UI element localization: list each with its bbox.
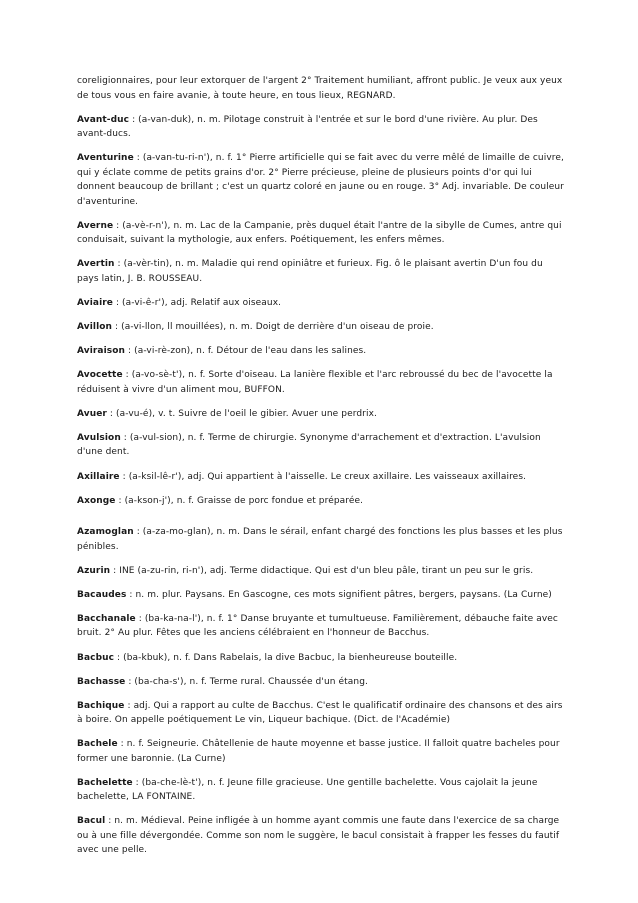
- entry-headword: Bacaudes: [77, 589, 127, 600]
- entry-headword: Avertin: [77, 259, 115, 270]
- entry-text: : (a-vi-ê-r'), adj. Relatif aux oiseaux.: [113, 297, 282, 308]
- entry-text: : (a-vè-r-n'), n. m. Lac de la Campanie, près duquel était l'antre de la sibylle de Cumes, antre qui conduisait, suivant la mythologie, aux enfers. Poétiquement, les enfers mêmes.: [77, 220, 562, 246]
- entry-headword: Azamoglan: [77, 527, 134, 538]
- entry-headword: Bachele: [77, 739, 118, 750]
- entry-azurin: [77, 564, 567, 579]
- entry-headword: Azurin: [77, 565, 111, 576]
- entry-headword: Bachasse: [77, 676, 126, 687]
- entry-headword: Axillaire: [77, 471, 120, 482]
- entry-bachele: [77, 737, 567, 766]
- entry-avant-duc: [77, 113, 567, 142]
- entry-bachique: [77, 699, 567, 728]
- entry-headword: Bacbuc: [77, 652, 115, 663]
- entry-text: : (ba-cha-s'), n. f. Terme rural. Chaussée d'un étang.: [125, 676, 368, 687]
- entry-azamoglan: [77, 525, 567, 554]
- entry-text: : (a-za-mo-glan), n. m. Dans le sérail, enfant chargé des fonctions les plus basses et les plus pénibles.: [77, 527, 563, 552]
- entry-headword: Bacchanale: [77, 613, 136, 624]
- entry-headword: Avocette: [77, 370, 123, 381]
- entry-bacaudes: [77, 588, 567, 603]
- dictionary-page: [77, 74, 567, 868]
- entry-text: : (ba-ka-na-l'), n. f. 1° Danse bruyante et tumultueuse. Familièrement, débauche faite avec bruit. 2° Au plur. Fêtes que les anciens célébraient en l'honneur de Bacchus.: [77, 613, 558, 639]
- entry-avuer: [77, 407, 567, 422]
- entry-text: : (a-vi-llon, ll mouillées), n. m. Doigt de derrière d'un oiseau de proie.: [112, 322, 434, 333]
- entry-headword: Bachelette: [77, 777, 133, 788]
- entry-text: : (a-vi-rè-zon), n. f. Détour de l'eau dans les salines.: [125, 346, 367, 357]
- entry-aviaire: [77, 296, 567, 311]
- entry-headword: Axonge: [77, 495, 116, 506]
- entry-headword: Avuer: [77, 408, 107, 419]
- entry-text: : (a-ksil-lê-r'), adj. Qui appartient à l'aisselle. Le creux axillaire. Les vaisseaux axillaires.: [119, 471, 527, 482]
- entry-bachelette: [77, 776, 567, 805]
- entry-bacul: [77, 814, 567, 858]
- entry-averne: [77, 219, 567, 248]
- entry-avillon: [77, 320, 567, 335]
- entry-text: : (ba-che-lè-t'), n. f. Jeune fille gracieuse. Une gentille bachelette. Vous cajolait la jeune bachelette, LA FONTAINE.: [77, 777, 538, 803]
- entry-avertin: [77, 257, 567, 286]
- entry-text: : (a-vul-sion), n. f. Terme de chirurgie. Synonyme d'arrachement et d'extraction. L'avulsion d'une dent.: [77, 432, 541, 458]
- entry-headword: Averne: [77, 220, 114, 231]
- entry-text: : (a-kson-j'), n. f. Graisse de porc fondue et préparée.: [115, 495, 364, 506]
- entry-bacchanale: [77, 612, 567, 641]
- entry-text: : adj. Qui a rapport au culte de Bacchus. C'est le qualificatif ordinaire des chansons et des airs à boire. On appelle poétiquement Le vin, Liqueur bachique. (Dict. de l'Académie): [77, 700, 563, 726]
- entry-headword: Avillon: [77, 322, 113, 333]
- entry-axillaire: [77, 470, 567, 485]
- entry-avulsion: [77, 431, 567, 460]
- entry-text: : n. m. plur. Paysans. En Gascogne, ces mots signifient pâtres, bergers, paysans. (La Curne): [126, 589, 552, 600]
- entry-bacbuc: [77, 651, 567, 666]
- entry-avanie-continuation: [77, 74, 567, 103]
- entry-text: : (a-van-duk), n. m. Pilotage construit à l'entrée et sur le bord d'une rivière. Au plur. Des avant-ducs.: [77, 114, 538, 140]
- entry-headword: Avulsion: [77, 432, 121, 443]
- entry-aviraison: [77, 344, 567, 359]
- entry-text: : INE (a-zu-rin, ri-n'), adj. Terme didactique. Qui est d'un bleu pâle, tirant un peu sur le gris.: [110, 565, 534, 576]
- entry-axonge: [77, 494, 567, 509]
- entry-headword: Aviaire: [77, 297, 113, 308]
- entry-text: : n. m. Médieval. Peine infligée à un homme ayant commis une faute dans l'exercice de sa charge ou à une fille dévergondée. Comme son nom le suggère, le bacul consistait à frapper les fesses du fautif avec une pelle.: [77, 816, 560, 856]
- entry-text: : (a-van-tu-ri-n'), n. f. 1° Pierre artificielle qui se fait avec du verre mêlé de limaille de cuivre, qui y éclate comme de petits grains d'or. 2° Pierre précieuse, pleine de plusieurs points d'or qui lui donnent beaucoup de brillant ; c'est un quartz coloré en jaune ou en rouge. 3° Adj. invariable. De couleur d'aventurine.: [77, 153, 564, 207]
- entry-headword: Aviraison: [77, 346, 126, 357]
- entry-headword: Bachique: [77, 700, 125, 711]
- entry-text: : (a-vo-sè-t'), n. f. Sorte d'oiseau. La lanière flexible et l'arc rebroussé du bec de l'avocette la réduisent à vivre d'un aliment mou, BUFFON.: [77, 370, 553, 395]
- entry-text: : (ba-kbuk), n. f. Dans Rabelais, la dive Bacbuc, la bienheureuse bouteille.: [114, 652, 458, 663]
- entry-text: : n. f. Seigneurie. Châtellenie de haute moyenne et basse justice. Il falloit quatre bacheles pour former une baronnie. (La Curne): [77, 739, 560, 764]
- entry-avocette: [77, 368, 567, 397]
- entry-headword: Avant-duc: [77, 114, 130, 125]
- entry-text: : (a-vèr-tin), n. m. Maladie qui rend opiniâtre et furieux. Fig. ô le plaisant avertin D'un fou du pays latin, J. B. ROUSSEAU.: [77, 259, 543, 284]
- entry-aventurine: [77, 151, 567, 209]
- entry-headword: Bacul: [77, 816, 106, 827]
- entry-bachasse: [77, 675, 567, 690]
- entry-text: coreligionnaires, pour leur extorquer de l'argent 2° Traitement humiliant, affront public. Je veux aux yeux de tous vous en faire avanie, à toute heure, en tous lieux, REGNARD.: [77, 76, 563, 101]
- entry-text: : (a-vu-é), v. t. Suivre de l'oeil le gibier. Avuer une perdrix.: [106, 408, 377, 419]
- entry-headword: Aventurine: [77, 153, 134, 164]
